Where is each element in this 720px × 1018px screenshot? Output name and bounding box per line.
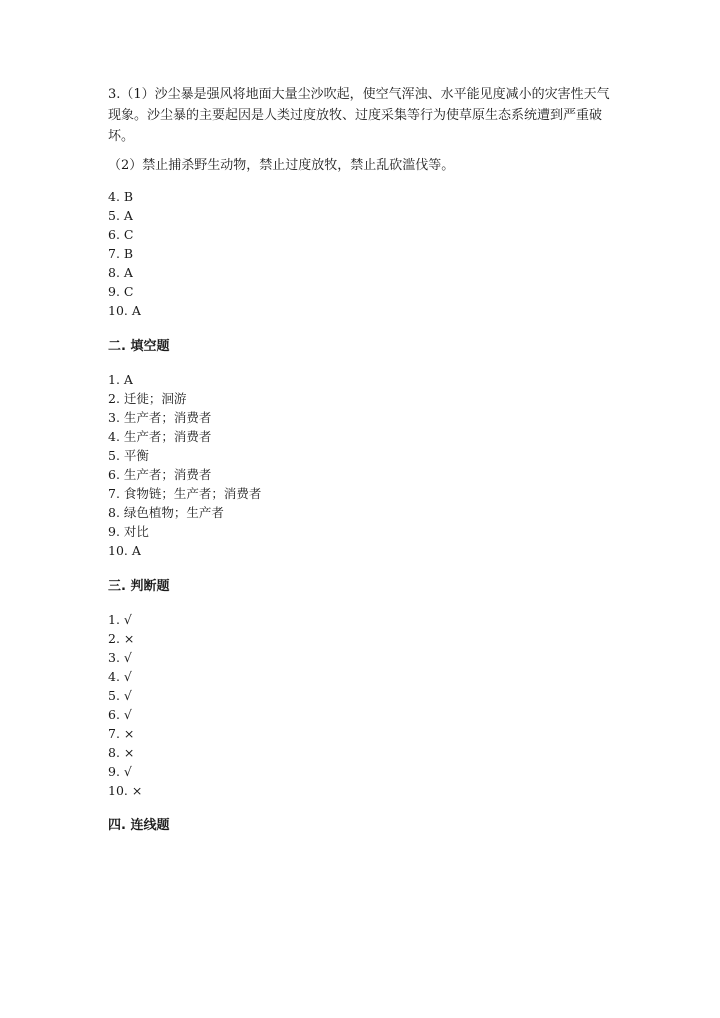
list-item: 8. A bbox=[108, 265, 133, 280]
list-item: 9. √ bbox=[108, 764, 132, 779]
list-item: 7. 食物链；生产者；消费者 bbox=[108, 486, 262, 501]
list-item: 9. C bbox=[108, 284, 134, 299]
fill-in-answer-list bbox=[108, 370, 618, 560]
list-item: 1. A bbox=[108, 372, 133, 387]
list-item: 4. 生产者；消费者 bbox=[108, 429, 212, 444]
true-false-answer-list bbox=[108, 610, 618, 800]
list-item: 10. A bbox=[108, 543, 141, 558]
choice-answer-list bbox=[108, 187, 618, 320]
list-item: 4. B bbox=[108, 189, 134, 204]
list-item: 1. √ bbox=[108, 612, 132, 627]
list-item: 6. 生产者；消费者 bbox=[108, 467, 212, 482]
list-item: 7. B bbox=[108, 246, 134, 261]
list-item: 5. √ bbox=[108, 688, 132, 703]
section-heading-matching: 四. 连线题 bbox=[108, 818, 170, 833]
section-heading-fill-in: 二. 填空题 bbox=[108, 339, 170, 354]
list-item: 9. 对比 bbox=[108, 524, 149, 539]
list-item: 3. 生产者；消费者 bbox=[108, 410, 212, 425]
list-item: 10. × bbox=[108, 783, 143, 798]
answer-3-part-1: 3.（1）沙尘暴是强风将地面大量尘沙吹起，使空气浑浊、水平能见度减小的灾害性天气现象。沙尘暴的主要起因是人类过度放牧、过度采集等行为使草原生态系统遭到严重破坏。 bbox=[108, 87, 610, 144]
list-item: 6. √ bbox=[108, 707, 132, 722]
list-item: 8. × bbox=[108, 745, 135, 760]
answer-page bbox=[108, 84, 618, 835]
list-item: 2. × bbox=[108, 631, 135, 646]
list-item: 3. √ bbox=[108, 650, 132, 665]
answer-3-part-2: （2）禁止捕杀野生动物，禁止过度放牧，禁止乱砍滥伐等。 bbox=[108, 158, 455, 173]
list-item: 6. C bbox=[108, 227, 134, 242]
list-item: 5. 平衡 bbox=[108, 448, 149, 463]
list-item: 10. A bbox=[108, 303, 141, 318]
list-item: 2. 迁徙；洄游 bbox=[108, 391, 187, 406]
list-item: 8. 绿色植物；生产者 bbox=[108, 505, 224, 520]
list-item: 5. A bbox=[108, 208, 133, 223]
list-item: 7. × bbox=[108, 726, 135, 741]
section-heading-true-false: 三. 判断题 bbox=[108, 579, 170, 594]
list-item: 4. √ bbox=[108, 669, 132, 684]
